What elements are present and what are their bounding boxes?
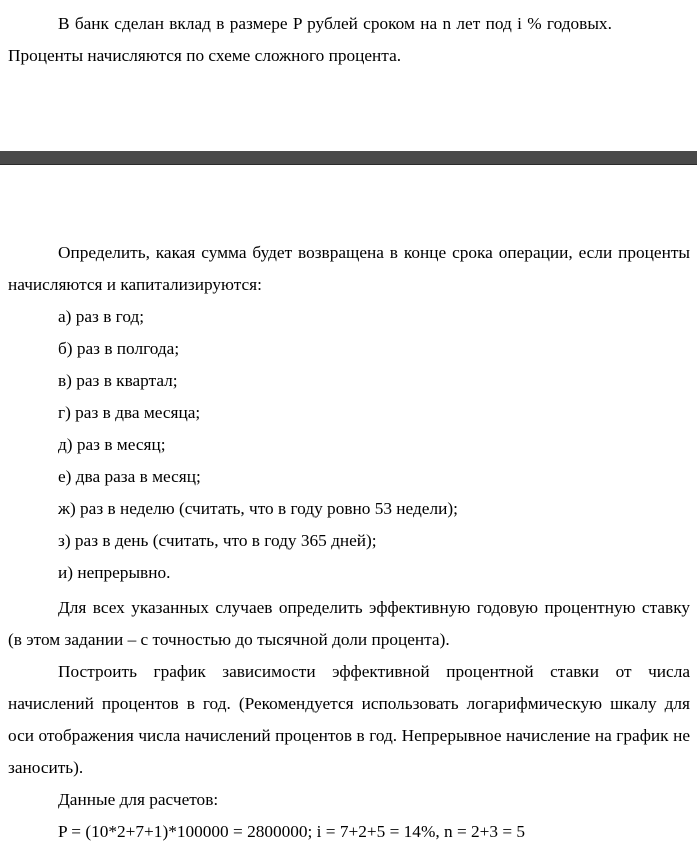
option-i: и) непрерывно. xyxy=(58,563,171,582)
option-zh: ж) раз в неделю (считать, что в году ровно 53 недели); xyxy=(58,499,458,518)
data-formula: P = (10*2+7+1)*100000 = 2800000; i = 7+2+5 = 14%, n = 2+3 = 5 xyxy=(58,822,526,841)
intro-line-1: В банк сделан вклад в размере P рублей сроком на n лет под i % годовых. xyxy=(58,14,612,33)
question-paragraph: Определить, какая сумма будет возвращена в конце срока операции, если проценты начисляются и капитализируются: xyxy=(8,243,690,294)
effective-rate-paragraph: Для всех указанных случаев определить эффективную годовую процентную ставку (в этом задании – с точностью до тысячной доли процента). xyxy=(8,598,690,649)
data-heading: Данные для расчетов: xyxy=(58,790,219,809)
page-separator-bar xyxy=(0,151,697,165)
option-v: в) раз в квартал; xyxy=(58,371,178,390)
plot-task-paragraph: Построить график зависимости эффективной процентной ставки от числа начислений процентов в год. (Рекомендуется использовать логарифмическую шкалу для оси отображения числа начислений процентов в год. Непрерывное начисление на график не заносить). xyxy=(8,662,690,777)
option-z: з) раз в день (считать, что в году 365 дней); xyxy=(58,531,377,550)
option-g: г) раз в два месяца; xyxy=(58,403,201,422)
option-b: б) раз в полгода; xyxy=(58,339,180,358)
option-a: а) раз в год; xyxy=(58,307,145,326)
option-d: д) раз в месяц; xyxy=(58,435,166,454)
option-e: е) два раза в месяц; xyxy=(58,467,201,486)
intro-line-2: Проценты начисляются по схеме сложного процента. xyxy=(8,46,402,65)
